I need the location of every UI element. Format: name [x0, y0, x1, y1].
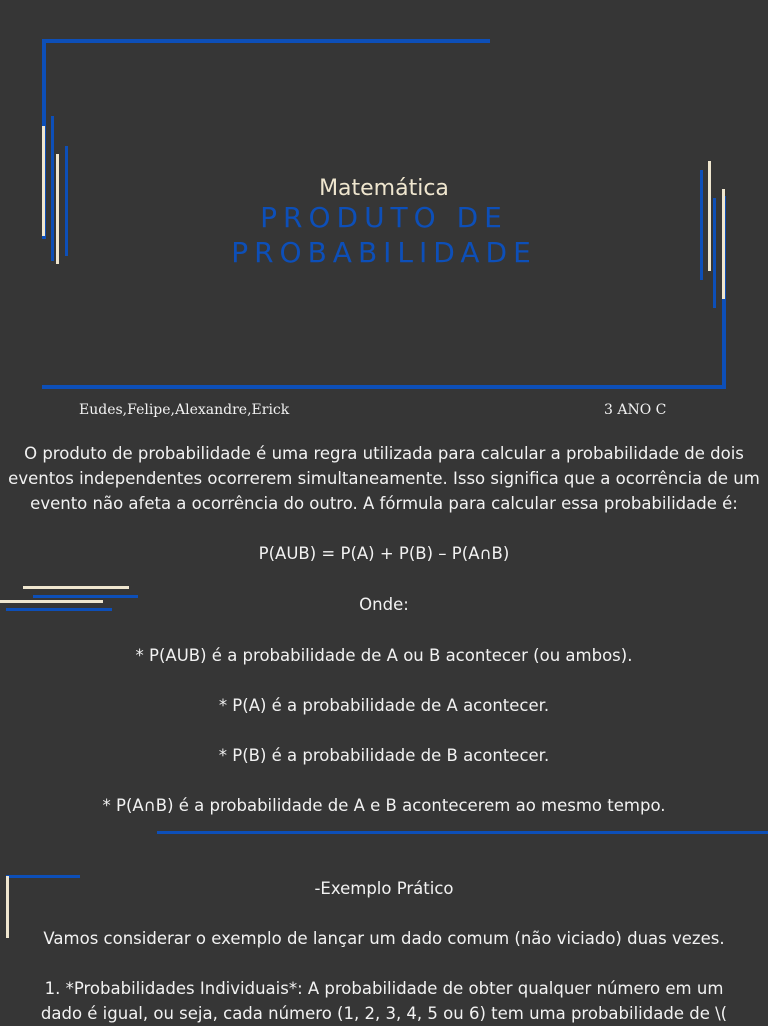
example-heading: -Exemplo Prático [314, 879, 454, 898]
definition-4: * P(A∩B) é a probabilidade de A e B acontecerem ao mesmo tempo. [102, 796, 666, 815]
formula: P(AUB) = P(A) + P(B) – P(A∩B) [258, 544, 510, 563]
page-title [0, 200, 768, 270]
section-divider [157, 831, 768, 834]
item-1-line-1: 1. *Probabilidades Individuais*: A probabilidade de obter qualquer número em um [44, 979, 724, 998]
intro-line-1: O produto de probabilidade é uma regra utilizada para calcular a probabilidade de dois [24, 444, 744, 463]
grade-label: 3 ANO C [604, 402, 667, 418]
frame-top-line [42, 39, 490, 43]
item-1-line-2: dado é igual, ou seja, cada número (1, 2, 3, 4, 5 ou 6) tem uma probabilidade de \( [40, 1004, 728, 1023]
definition-3: * P(B) é a probabilidade de B acontecer. [218, 746, 550, 765]
authors: Eudes,Felipe,Alexandre,Erick [79, 402, 290, 418]
intro-line-2: eventos independentes ocorrerem simultaneamente. Isso significa que a ocorrência de um [8, 469, 760, 488]
example-intro: Vamos considerar o exemplo de lançar um dado comum (não viciado) duas vezes. [43, 929, 725, 948]
definition-1: * P(AUB) é a probabilidade de A ou B acontecer (ou ambos). [135, 646, 633, 665]
onde-label: Onde: [359, 595, 409, 614]
title-line-2: PROBABILIDADE [231, 236, 537, 269]
frame-bottom-line [42, 385, 726, 389]
subject-label: Matemática [319, 176, 449, 201]
intro-line-3: evento não afeta a ocorrência do outro. A fórmula para calcular essa probabilidade é: [30, 494, 738, 513]
definition-2: * P(A) é a probabilidade de A acontecer. [218, 696, 550, 715]
title-line-1: PRODUTO DE [260, 201, 508, 234]
accent-hline-1 [23, 586, 129, 589]
